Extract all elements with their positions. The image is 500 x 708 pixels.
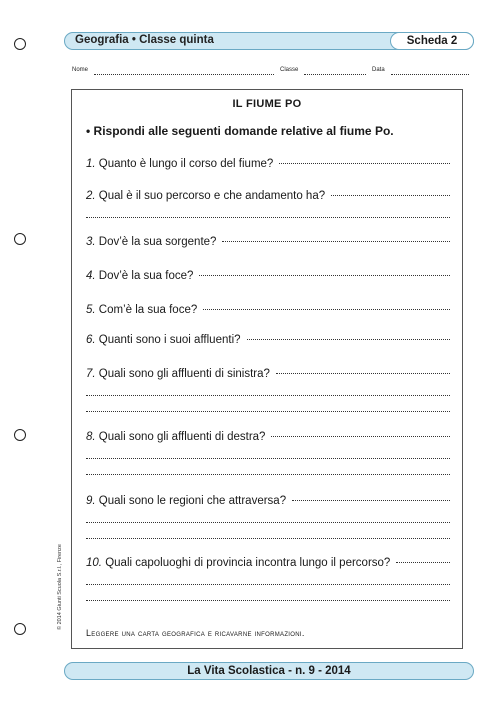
answer-line[interactable]: [203, 309, 450, 310]
answer-line[interactable]: [396, 562, 450, 563]
answer-line[interactable]: [86, 411, 450, 412]
binder-hole-lower: [14, 429, 26, 441]
worksheet-title: IL FIUME PO: [232, 98, 302, 110]
answer-line[interactable]: [271, 436, 450, 437]
question-5: 5. Com’è la sua foce?: [86, 304, 450, 316]
name-field[interactable]: [94, 74, 274, 75]
answer-line[interactable]: [86, 600, 450, 601]
info-row: [72, 67, 472, 79]
learning-objective: Leggere una carta geografica e ricavarne informazioni.: [86, 628, 305, 638]
worksheet-frame: [71, 89, 463, 649]
answer-line[interactable]: [86, 395, 450, 396]
date-label: Data: [372, 67, 385, 73]
answer-line[interactable]: [292, 500, 450, 501]
answer-line[interactable]: [86, 474, 450, 475]
binder-hole-top: [14, 38, 26, 50]
question-1: 1. Quanto è lungo il corso del fiume?: [86, 158, 450, 170]
class-field[interactable]: [304, 74, 366, 75]
header-bar: [64, 32, 474, 50]
answer-line[interactable]: [276, 373, 450, 374]
sheet-badge: Scheda 2: [390, 32, 474, 50]
answer-line[interactable]: [86, 217, 450, 218]
name-label: Nome: [72, 67, 89, 73]
answer-line[interactable]: [86, 584, 450, 585]
date-field[interactable]: [391, 74, 469, 75]
binder-hole-upper: [14, 233, 26, 245]
question-4: 4. Dov’è la sua foce?: [86, 270, 450, 282]
subject-label: Geografia • Classe quinta: [75, 34, 214, 46]
answer-line[interactable]: [247, 339, 450, 340]
binder-hole-bottom: [14, 623, 26, 635]
answer-line[interactable]: [86, 458, 450, 459]
answer-line[interactable]: [199, 275, 450, 276]
answer-line[interactable]: [86, 522, 450, 523]
question-9: 9. Quali sono le regioni che attraversa?: [86, 495, 450, 539]
class-label: Classe: [280, 67, 299, 73]
answer-line[interactable]: [86, 538, 450, 539]
instruction: • Rispondi alle seguenti domande relative al fiume Po.: [86, 124, 394, 138]
question-3: 3. Dov’è la sua sorgente?: [86, 236, 450, 248]
answer-line[interactable]: [279, 163, 450, 164]
question-2: 2. Qual è il suo percorso e che andamento ha?: [86, 190, 450, 218]
question-6: 6. Quanti sono i suoi affluenti?: [86, 334, 450, 346]
answer-line[interactable]: [222, 241, 450, 242]
question-7: 7. Quali sono gli affluenti di sinistra?: [86, 368, 450, 412]
answer-line[interactable]: [331, 195, 450, 196]
question-8: 8. Quali sono gli affluenti di destra?: [86, 431, 450, 475]
question-10: 10. Quali capoluoghi di provincia incontra lungo il percorso?: [86, 557, 450, 601]
footer-bar: La Vita Scolastica - n. 9 - 2014: [64, 662, 474, 680]
copyright-notice: © 2014 Giunti Scuola S.r.l., Firenze: [57, 544, 63, 630]
